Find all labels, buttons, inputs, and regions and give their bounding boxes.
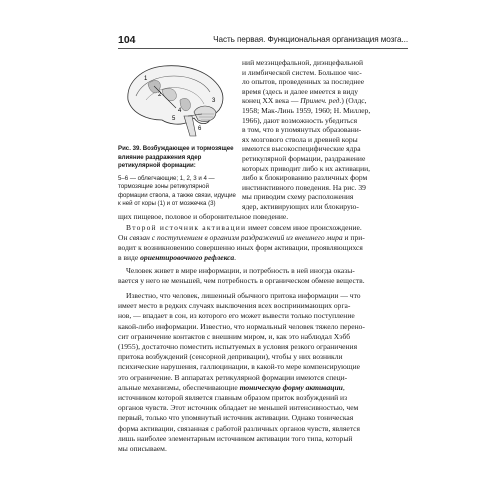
text-line: Известно, что человек, лишенный обычного притока информации — что xyxy=(126,291,361,300)
text-line: первый, только что упомянутый источник активации. Однако тоническая xyxy=(118,413,354,423)
text-line: время (здесь и далее имеется в виду xyxy=(242,86,359,96)
caption-title: Рис. 39. Возбуждающее и тормозящее влияние раздражения ядер ретикулярной формации: xyxy=(118,145,234,169)
text-line: органов чувств. Этот источник обладает не меньшей интенсивностью, чем xyxy=(118,403,359,413)
figure-label-2: 2 xyxy=(158,92,162,98)
text-line: и лимбической систем. Большое чис- xyxy=(242,67,362,77)
caption-legend: 5–6 — облегчающие; 1, 2, 3 и 4 — тормозящие зоны ретикулярной формации ствола, а также связи, идущие к ней от коры (1) и от мозжечка (3) xyxy=(118,174,236,207)
page-header xyxy=(118,34,408,49)
running-head: Часть первая. Функциональная организация мозга... xyxy=(213,35,408,44)
brain-diagram xyxy=(118,60,230,140)
brain-figure xyxy=(118,60,230,140)
text-line: притока возбуждений (сенсорной депривации), чтобы у них возникли xyxy=(118,352,343,362)
bold-italic-term: ориентировочного рефлекса xyxy=(140,253,235,262)
text-line: ло опытов, проведенных за последнее xyxy=(242,77,365,87)
text-line: источником которой является главным образом приток возбуждений из xyxy=(118,393,348,402)
text-line: (1955), достаточно поместить испытуемых в условия резкого ограничения xyxy=(118,342,358,351)
text-line: инстинктивного поведения. На рис. 39 xyxy=(242,182,366,192)
figure-label-6: 6 xyxy=(198,126,202,132)
text-line: Человек живет в мире информации, и потребность в ней иногда оказы- xyxy=(126,266,355,275)
text-line: нов, — впадает в сон, из которого его может вывести только поступление xyxy=(118,311,355,321)
text-line: в виде ориентировочного рефлекса. xyxy=(118,253,236,262)
italic-phrase: связан с поступлением в организм раздражений из внешнего мира xyxy=(129,233,343,242)
text-line: 1958; Мак-Линь 1959, 1960; Н. Миллер, xyxy=(242,106,371,115)
text-line: имеет место в редких случаях выключения всех воспринимающих орга- xyxy=(118,301,351,311)
text-line: ядер, активирующих или блокирую- xyxy=(242,202,359,211)
figure-label-4: 4 xyxy=(178,108,182,114)
text-line: мы описываем. xyxy=(118,444,167,453)
text-line: в том, что в упомянутых образовани- xyxy=(242,125,362,135)
text-line: 1966), дают возможность убедиться xyxy=(242,115,358,125)
text-line: вается у него не меньшей, чем потребность в органическом обмене веществ. xyxy=(118,276,365,285)
text-line: альные механизмы, обеспечивающие тоническую форму активации, xyxy=(118,382,345,392)
spaced-phrase: Второй источник активации xyxy=(126,223,247,232)
text-line: форма активации, связанная с работой различных органов чувств, является xyxy=(118,423,360,433)
figure-caption xyxy=(118,145,236,209)
figure-label-3: 3 xyxy=(212,98,216,104)
bold-italic-term: тоническую форму активации xyxy=(239,382,343,392)
text-line: это ограничение. В аппаратах ретикулярной формации имеются специ- xyxy=(118,372,348,382)
text-line: водит к возникновению совершенно иных форм активации, проявляющихся xyxy=(118,243,363,252)
text-line: Второй источник активации имеет совсем иное происхождение. xyxy=(126,223,362,232)
text-line: ретикулярной формации, раздражение xyxy=(242,154,366,163)
text-line: ний мезэнцефальной, диэнцефальной xyxy=(242,58,364,67)
text-line: какой-либо информации. Известно, что нормальный человек тяжело перено- xyxy=(118,321,365,331)
figure-label-1: 1 xyxy=(144,76,148,82)
text-line: ях мозгового ствола и древней коры xyxy=(242,134,358,144)
text-line: мы приводим схему расположения xyxy=(242,192,354,202)
text-line: которых приводит либо к их активации, xyxy=(242,163,371,173)
text-line: либо к блокированию различных форм xyxy=(242,173,368,183)
text-line: психические нарушения, галлюцинации, в какой-то мере компенсирующие xyxy=(118,362,360,372)
page-number: 104 xyxy=(118,34,136,46)
text-line: щих пищевое, половое и оборонительное поведение. xyxy=(118,212,289,221)
figure-label-5: 5 xyxy=(172,116,176,122)
text-line: сит ограничение контактов с внешним миром, и, как это наблюдал Хэбб xyxy=(118,331,351,341)
text-line: имеются высокоспецифические ядра xyxy=(242,144,361,154)
text-line: конец XX века — Примеч. ред.) (Олдс, xyxy=(242,96,367,106)
text-line: лишь наиболее элементарным источником активации того типа, который xyxy=(118,433,353,443)
text-line: Он связан с поступлением в организм раздражений из внешнего мира и при- xyxy=(118,233,365,242)
editor-note: Примеч. ред. xyxy=(300,96,342,106)
